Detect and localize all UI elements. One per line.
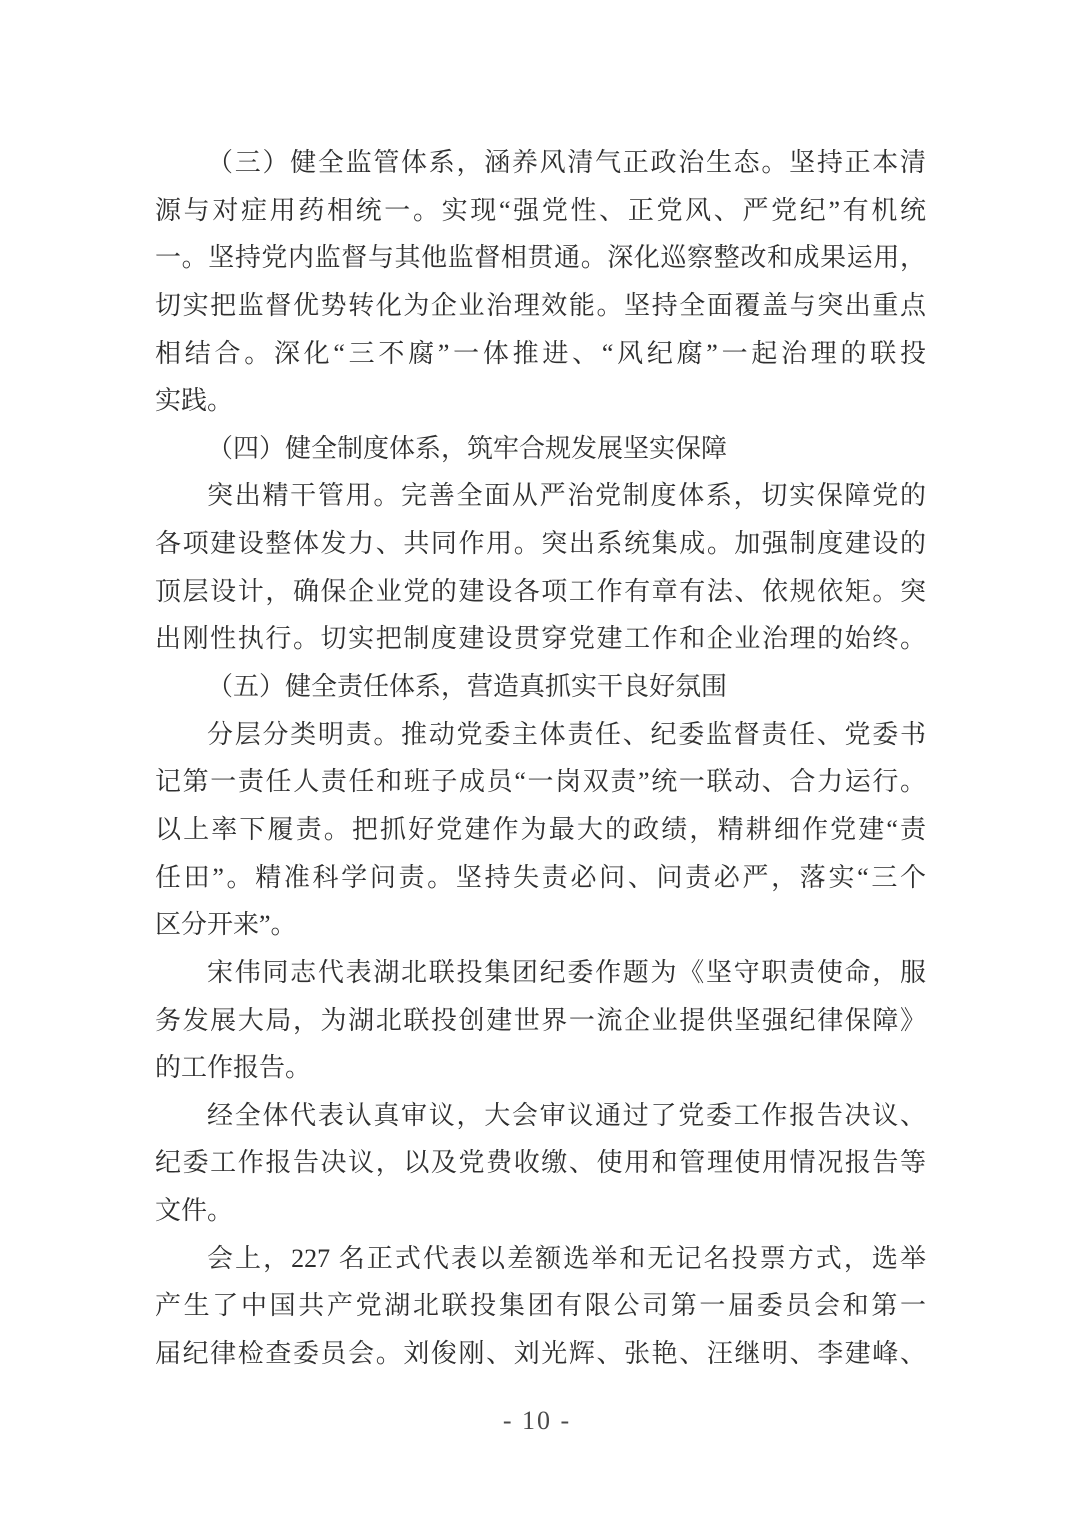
- paragraph: [155, 949, 926, 1092]
- text-line: 纪委工作报告决议，以及党费收缴、使用和管理使用情况报告等: [155, 1148, 926, 1178]
- section-heading: （五）健全责任体系，营造真抓实干良好氛围: [207, 672, 728, 702]
- text-line: 的工作报告。: [155, 1053, 312, 1083]
- text-line: 会上，227 名正式代表以差额选举和无记名投票方式，选举: [207, 1243, 926, 1273]
- text-line: （三）健全监管体系，涵养风清气正政治生态。坚持正本清: [207, 148, 926, 177]
- text-line: 文件。: [155, 1196, 234, 1226]
- text-line: 记第一责任人责任和班子成员“一岗双责”统一联动、合力运行。: [155, 767, 926, 797]
- text-line: 产生了中国共产党湖北联投集团有限公司第一届委员会和第一: [155, 1291, 926, 1321]
- text-line: 届纪律检查委员会。刘俊刚、刘光辉、张艳、汪继明、李建峰、: [155, 1339, 926, 1369]
- document-body: [155, 139, 926, 1378]
- paragraph: [155, 472, 926, 663]
- text-line: 经全体代表认真审议，大会审议通过了党委工作报告决议、: [207, 1100, 926, 1130]
- text-line: 顶层设计，确保企业党的建设各项工作有章有法、依规依矩。突: [155, 576, 926, 606]
- text-line: 务发展大局，为湖北联投创建世界一流企业提供坚强纪律保障》: [155, 1005, 926, 1035]
- paragraph: [155, 1092, 926, 1235]
- text-line: 区分开来”。: [155, 910, 297, 940]
- paragraph: [155, 711, 926, 949]
- paragraph: [155, 425, 926, 473]
- section-heading: （四）健全制度体系，筑牢合规发展坚实保障: [207, 433, 728, 463]
- paragraph: [155, 1235, 926, 1378]
- text-line: 以上率下履责。把抓好党建作为最大的政绩，精耕细作党建“责: [155, 814, 926, 844]
- text-line: 分层分类明责。推动党委主体责任、纪委监督责任、党委书: [207, 719, 926, 749]
- page-number: - 10 -: [502, 1406, 572, 1435]
- text-line: 实践。: [155, 386, 234, 416]
- paragraph: [155, 139, 926, 425]
- text-line: 相结合。深化“三不腐”一体推进、“风纪腐”一起治理的联投: [155, 338, 926, 368]
- text-line: 宋伟同志代表湖北联投集团纪委作题为《坚守职责使命，服: [207, 957, 926, 987]
- text-line: 切实把监督优势转化为企业治理效能。坚持全面覆盖与突出重点: [155, 290, 926, 320]
- text-line: 突出精干管用。完善全面从严治党制度体系，切实保障党的: [207, 481, 926, 511]
- text-line: 一。坚持党内监督与其他监督相贯通。深化巡察整改和成果运用，: [155, 243, 926, 273]
- text-line: 任田”。精准科学问责。坚持失责必问、问责必严，落实“三个: [155, 862, 926, 892]
- text-line: 出刚性执行。切实把制度建设贯穿党建工作和企业治理的始终。: [155, 624, 926, 654]
- text-line: 源与对症用药相统一。实现“强党性、正党风、严党纪”有机统: [155, 195, 926, 225]
- paragraph: [155, 663, 926, 711]
- text-line: 各项建设整体发力、共同作用。突出系统集成。加强制度建设的: [155, 529, 926, 559]
